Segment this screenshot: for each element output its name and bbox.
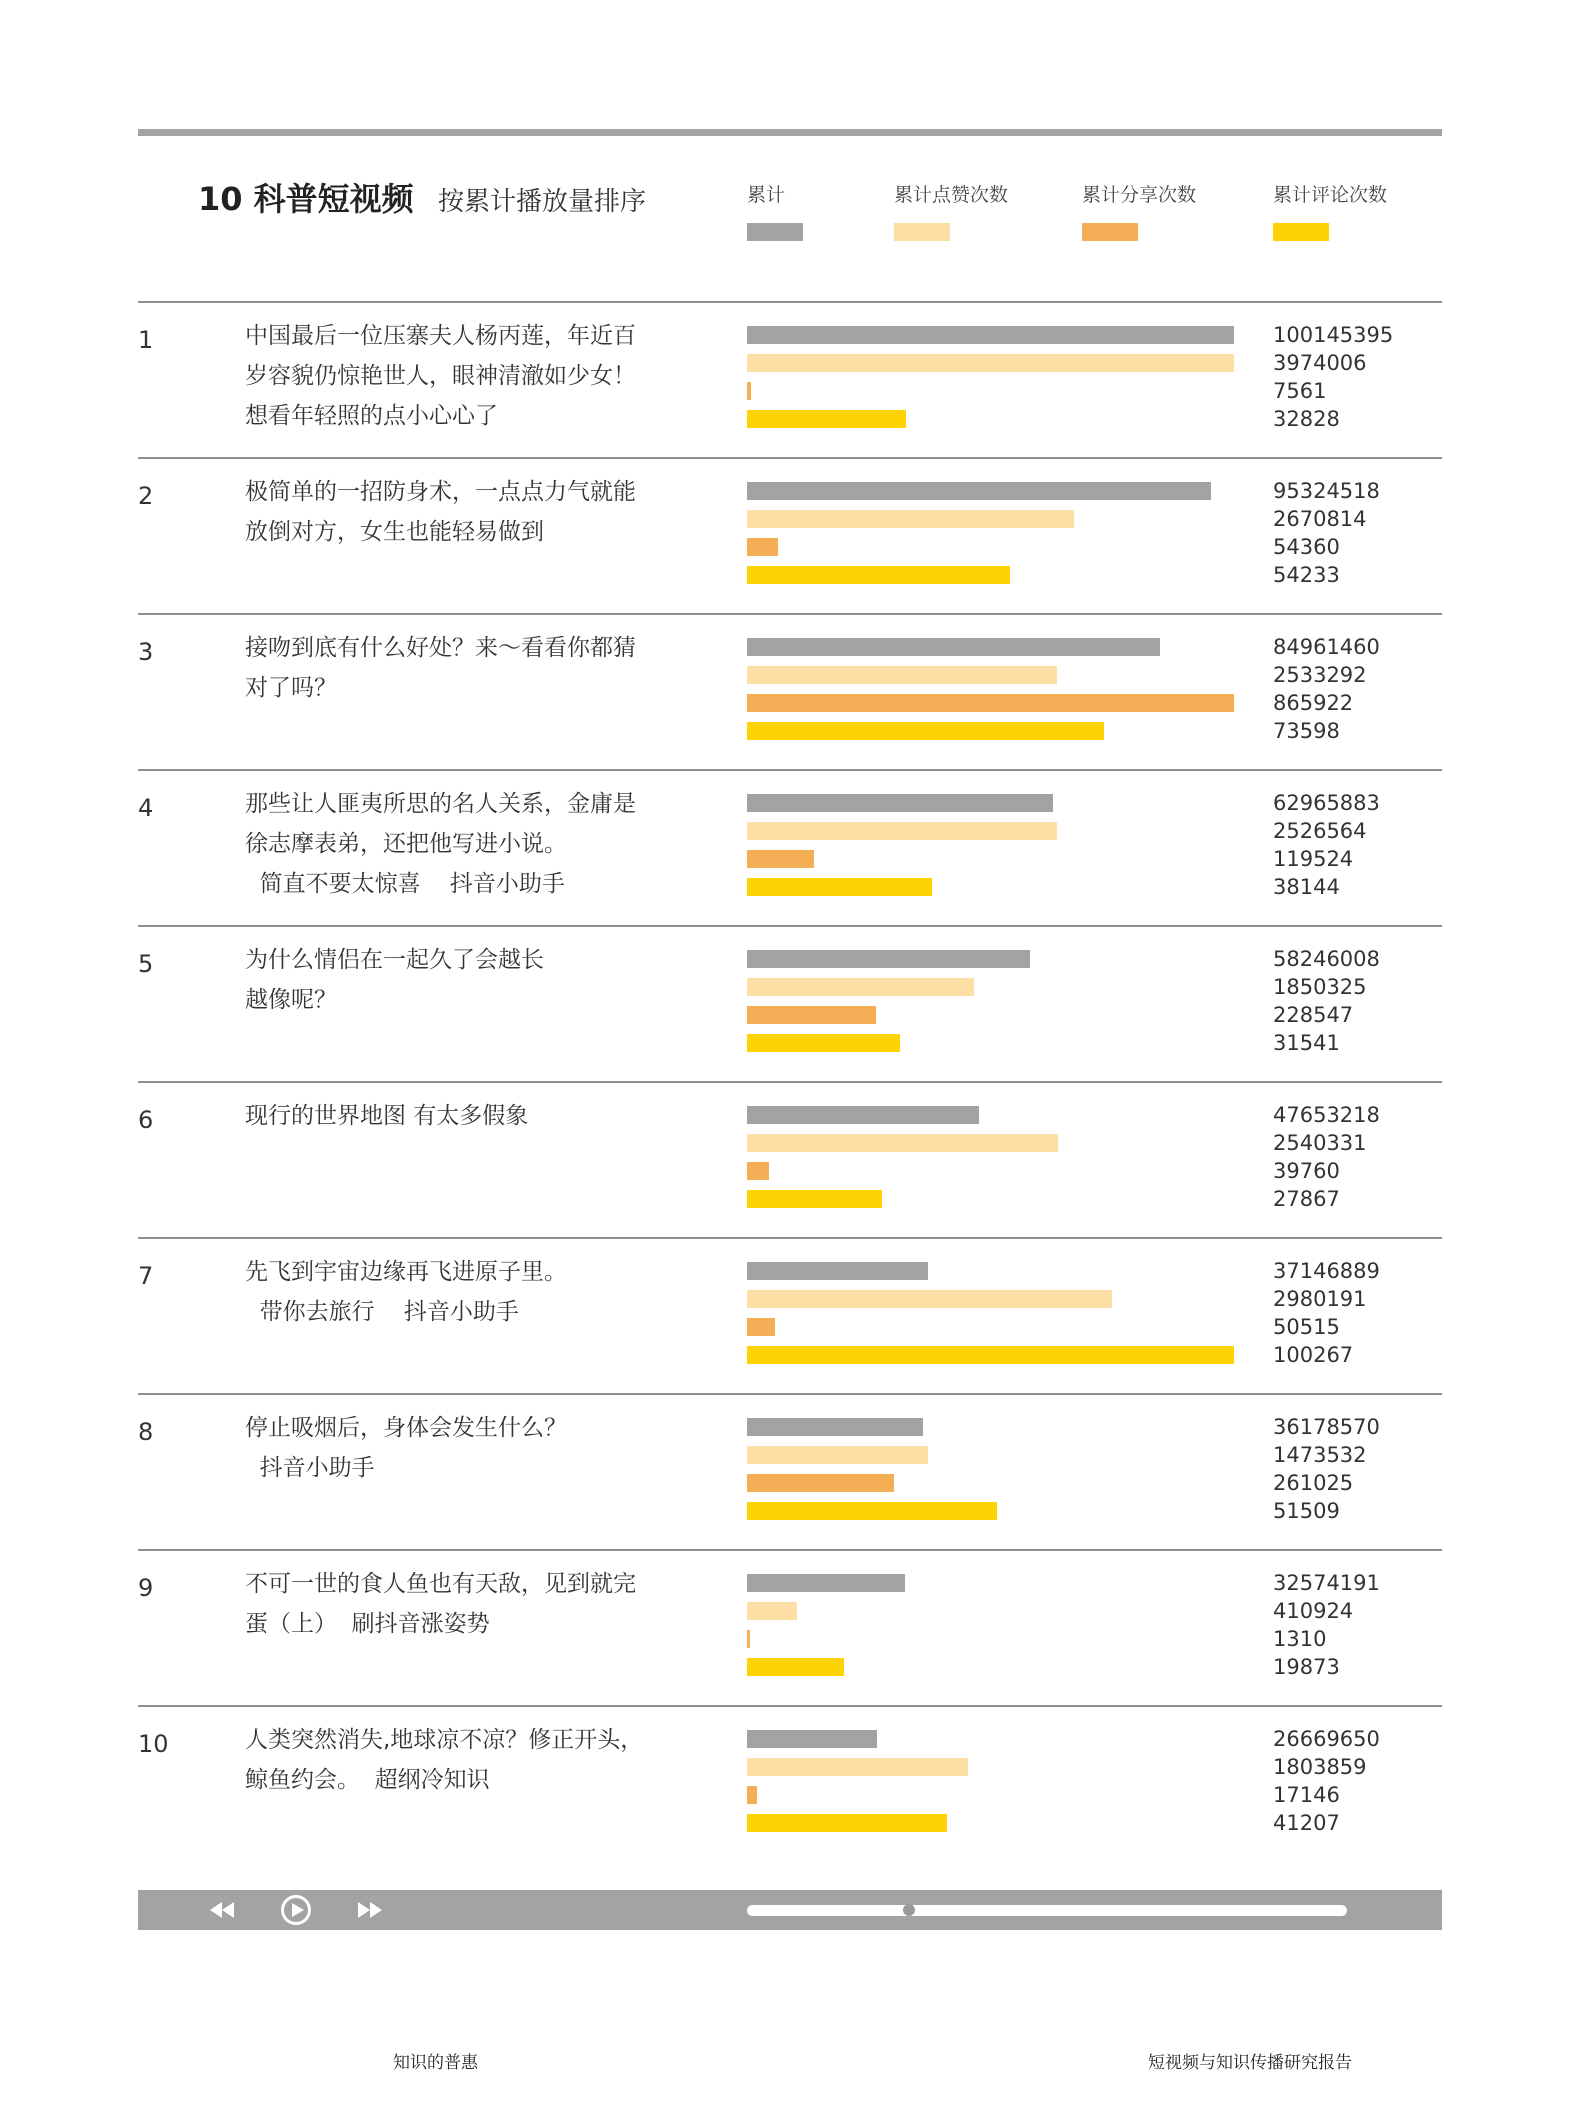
bar-plays: [747, 794, 1053, 812]
row-title-line: 带你去旅行 抖音小助手: [245, 1299, 519, 1325]
row-title[interactable]: [245, 628, 665, 708]
row-title-line: 现行的世界地图 有太多假象: [245, 1103, 529, 1129]
bar-comments: [747, 1502, 997, 1520]
row-title-line: 停止吸烟后，身体会发生什么？: [245, 1415, 567, 1441]
row-title[interactable]: [245, 1564, 665, 1644]
row-divider: [138, 769, 1442, 771]
bar-comments: [747, 1190, 882, 1208]
row-title-line: 极简单的一招防身术，一点点力气就能: [245, 479, 636, 505]
value-shares: 119524: [1273, 847, 1354, 871]
progress-knob[interactable]: [903, 1904, 915, 1916]
row-rank: 6: [138, 1106, 154, 1134]
bar-likes: [747, 1134, 1058, 1152]
row-rank: 7: [138, 1262, 154, 1290]
bar-plays: [747, 1418, 923, 1436]
video-player-bar: [138, 1890, 1442, 1930]
bar-plays: [747, 950, 1030, 968]
value-comments: 100267: [1273, 1343, 1354, 1367]
value-comments: 51509: [1273, 1499, 1340, 1523]
bar-comments: [747, 1034, 900, 1052]
row-title[interactable]: [245, 1720, 665, 1800]
bar-shares: [747, 538, 778, 556]
row-divider: [138, 1393, 1442, 1395]
legend-swatch-plays: [747, 223, 803, 241]
bar-likes: [747, 354, 1234, 372]
row-title-line: 鲸鱼约会。 超纲冷知识: [245, 1767, 490, 1793]
value-likes: 2526564: [1273, 819, 1367, 843]
value-likes: 2980191: [1273, 1287, 1367, 1311]
bar-likes: [747, 666, 1057, 684]
value-comments: 41207: [1273, 1811, 1340, 1835]
top-rule: [138, 129, 1442, 136]
value-shares: 1310: [1273, 1627, 1327, 1651]
row-title-line: 抖音小助手: [245, 1455, 375, 1481]
value-plays: 37146889: [1273, 1259, 1380, 1283]
value-shares: 39760: [1273, 1159, 1340, 1183]
play-button[interactable]: [276, 1890, 316, 1930]
value-comments: 19873: [1273, 1655, 1340, 1679]
row-title-line: 想看年轻照的点小心心了: [245, 403, 498, 429]
footer-right: 短视频与知识传播研究报告: [1148, 2053, 1352, 2073]
row-rank: 2: [138, 482, 154, 510]
row-rank: 1: [138, 326, 154, 354]
fast-forward-icon: [356, 1901, 384, 1919]
bar-plays: [747, 1262, 928, 1280]
value-plays: 58246008: [1273, 947, 1380, 971]
value-plays: 32574191: [1273, 1571, 1380, 1595]
play-icon: [279, 1893, 313, 1927]
bar-shares: [747, 1786, 757, 1804]
legend-swatch-shares: [1082, 223, 1138, 241]
row-rank: 8: [138, 1418, 154, 1446]
legend-swatch-comments: [1273, 223, 1329, 241]
bar-likes: [747, 1602, 797, 1620]
row-title-line: 人类突然消失,地球凉不凉？修正开头，: [245, 1727, 644, 1753]
bar-comments: [747, 722, 1104, 740]
value-comments: 32828: [1273, 407, 1340, 431]
value-likes: 2533292: [1273, 663, 1367, 687]
value-shares: 865922: [1273, 691, 1354, 715]
row-title[interactable]: [245, 1252, 665, 1332]
legend-swatch-likes: [894, 223, 950, 241]
row-title-line: 为什么情侣在一起久了会越长: [245, 947, 544, 973]
bar-shares: [747, 1318, 775, 1336]
bar-plays: [747, 326, 1234, 344]
row-rank: 3: [138, 638, 154, 666]
row-divider: [138, 301, 1442, 303]
bar-plays: [747, 1574, 905, 1592]
row-rank: 10: [138, 1730, 169, 1758]
value-plays: 47653218: [1273, 1103, 1380, 1127]
value-likes: 1803859: [1273, 1755, 1367, 1779]
value-plays: 95324518: [1273, 479, 1380, 503]
row-divider: [138, 1237, 1442, 1239]
bar-shares: [747, 694, 1234, 712]
legend-label-likes: 累计点赞次数: [894, 184, 1009, 206]
row-title-line: 中国最后一位压寨夫人杨丙莲，年近百: [245, 323, 636, 349]
bar-likes: [747, 822, 1057, 840]
value-comments: 54233: [1273, 563, 1340, 587]
row-divider: [138, 925, 1442, 927]
rewind-button[interactable]: [204, 1890, 240, 1930]
row-title-line: 越像呢？: [245, 987, 337, 1013]
bar-shares: [747, 1006, 876, 1024]
bar-plays: [747, 1106, 979, 1124]
bar-shares: [747, 1474, 894, 1492]
row-divider: [138, 613, 1442, 615]
value-likes: 2670814: [1273, 507, 1367, 531]
bar-plays: [747, 638, 1160, 656]
footer-left: 知识的普惠: [393, 2053, 478, 2073]
fast-forward-button[interactable]: [352, 1890, 388, 1930]
row-title-line: 先飞到宇宙边缘再飞进原子里。: [245, 1259, 567, 1285]
value-comments: 73598: [1273, 719, 1340, 743]
row-title-line: 那些让人匪夷所思的名人关系，金庸是: [245, 791, 636, 817]
bar-comments: [747, 1814, 947, 1832]
value-plays: 36178570: [1273, 1415, 1380, 1439]
row-title-line: 接吻到底有什么好处？来～看看你都猜: [245, 635, 636, 661]
value-plays: 84961460: [1273, 635, 1380, 659]
value-shares: 261025: [1273, 1471, 1354, 1495]
bar-shares: [747, 382, 751, 400]
value-plays: 26669650: [1273, 1727, 1380, 1751]
row-divider: [138, 1081, 1442, 1083]
chart-title: 10 科普短视频: [198, 180, 414, 218]
row-title-line: 对了吗？: [245, 675, 337, 701]
value-plays: 62965883: [1273, 791, 1380, 815]
bar-likes: [747, 510, 1074, 528]
chart-subtitle: 按累计播放量排序: [438, 187, 647, 217]
row-title-line: 岁容貌仍惊艳世人，眼神清澈如少女！: [245, 363, 636, 389]
value-shares: 17146: [1273, 1783, 1340, 1807]
value-comments: 27867: [1273, 1187, 1340, 1211]
bar-comments: [747, 878, 932, 896]
value-shares: 7561: [1273, 379, 1327, 403]
bar-likes: [747, 978, 974, 996]
row-title[interactable]: [245, 1096, 665, 1136]
row-title[interactable]: [245, 316, 665, 436]
value-likes: 1473532: [1273, 1443, 1367, 1467]
row-title[interactable]: [245, 940, 665, 1020]
row-title[interactable]: [245, 1408, 665, 1488]
value-shares: 54360: [1273, 535, 1340, 559]
bar-likes: [747, 1290, 1112, 1308]
row-divider: [138, 1705, 1442, 1707]
legend-label-plays: 累计: [747, 184, 786, 206]
rewind-icon: [208, 1901, 236, 1919]
bar-comments: [747, 566, 1010, 584]
legend-label-comments: 累计评论次数: [1273, 184, 1388, 206]
progress-track[interactable]: [747, 1905, 1347, 1916]
row-rank: 9: [138, 1574, 154, 1602]
row-divider: [138, 457, 1442, 459]
row-title-line: 蛋（上） 刷抖音涨姿势: [245, 1611, 490, 1637]
row-title[interactable]: [245, 784, 665, 904]
value-comments: 31541: [1273, 1031, 1340, 1055]
row-rank: 5: [138, 950, 154, 978]
value-comments: 38144: [1273, 875, 1340, 899]
value-likes: 1850325: [1273, 975, 1367, 999]
row-divider: [138, 1549, 1442, 1551]
row-rank: 4: [138, 794, 154, 822]
value-plays: 100145395: [1273, 323, 1394, 347]
bar-likes: [747, 1446, 928, 1464]
row-title[interactable]: [245, 472, 665, 552]
bar-shares: [747, 1162, 769, 1180]
legend-label-shares: 累计分享次数: [1082, 184, 1197, 206]
bar-comments: [747, 1346, 1234, 1364]
bar-likes: [747, 1758, 968, 1776]
bar-comments: [747, 410, 906, 428]
bar-shares: [747, 1630, 750, 1648]
row-title-line: 简直不要太惊喜 抖音小助手: [245, 871, 565, 897]
bar-comments: [747, 1658, 844, 1676]
row-title-line: 放倒对方，女生也能轻易做到: [245, 519, 544, 545]
value-likes: 2540331: [1273, 1131, 1367, 1155]
bar-plays: [747, 482, 1211, 500]
row-title-line: 徐志摩表弟，还把他写进小说。: [245, 831, 567, 857]
bar-plays: [747, 1730, 877, 1748]
value-shares: 228547: [1273, 1003, 1354, 1027]
bar-shares: [747, 850, 814, 868]
value-likes: 410924: [1273, 1599, 1354, 1623]
value-likes: 3974006: [1273, 351, 1367, 375]
row-title-line: 不可一世的食人鱼也有天敌，见到就完: [245, 1571, 636, 1597]
value-shares: 50515: [1273, 1315, 1340, 1339]
